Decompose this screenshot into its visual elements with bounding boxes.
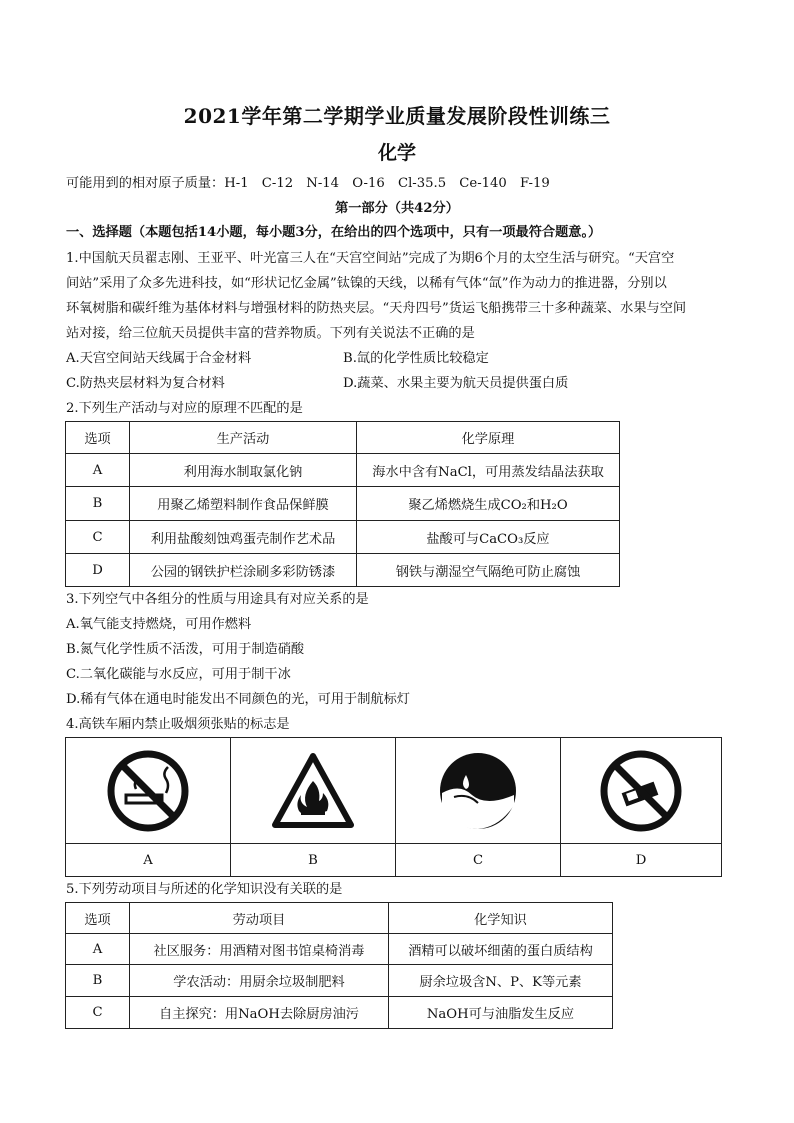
table-cell: NaOH可与油脂发生反应 [389,997,613,1029]
table-cell: C [66,997,130,1029]
sign-cell-b [231,738,396,844]
table-row [66,454,620,487]
table-header-cell: 选项 [66,903,130,934]
table-row [66,554,620,587]
table-cell: A [66,454,130,487]
table-cell: 钢铁与潮湿空气隔绝可防止腐蚀 [357,554,620,587]
q3-option-a: A.氧气能支持燃烧，可用作燃料 [66,617,252,632]
sign-cell-c [396,738,561,844]
table-cell: 聚乙烯燃烧生成CO₂和H₂O [357,487,620,521]
atomic-masses-values: H-1 C-12 N-14 O-16 Cl-35.5 Ce-140 F-19 [224,176,550,191]
table-header-cell: 生产活动 [130,422,357,454]
q1-line-2: 间站”采用了众多先进科技，如“形状记忆金属”钛镍的天线，以稀有气体“氙”作为动力的推进器，分别以 [66,276,667,291]
table-cell: 利用海水制取氯化钠 [130,454,357,487]
q4-stem: 4.高铁车厢内禁止吸烟须张贴的标志是 [66,717,290,732]
q1-option-c: C.防热夹层材料为复合材料 [66,376,225,391]
table-header-row [66,422,620,454]
part1-heading: 第一部分（共42分） [335,201,459,216]
q5-table [65,902,613,1029]
table-cell: 公园的钢铁护栏涂刷多彩防锈漆 [130,554,357,587]
sign-cell-d [561,738,722,844]
q3-option-c: C.二氧化碳能与水反应，可用于制干冰 [66,667,291,682]
q1-line-4: 站对接，给三位航天员提供丰富的营养物质。下列有关说法不正确的是 [66,326,475,341]
table-header-cell: 化学原理 [357,422,620,454]
table-cell: C [66,521,130,554]
table-cell: B [66,487,130,521]
table-cell: 海水中含有NaCl，可用蒸发结晶法获取 [357,454,620,487]
sign-label: C [396,844,561,877]
no-smoking-sign-icon [106,749,190,833]
signs-label-row [66,844,722,877]
no-fireworks-sign-icon [599,749,683,833]
table-header-row [66,903,613,934]
table-header-cell: 化学知识 [389,903,613,934]
q1-line-1: 1.中国航天员翟志刚、王亚平、叶光富三人在“天宫空间站”完成了为期6个月的太空生活与研究。“天宫空 [66,251,675,266]
q1-line-3: 环氧树脂和碳纤维为基体材料与增强材料的防热夹层。“天舟四号”货运飞船携带三十多种蔬菜、水果与空间 [66,301,687,316]
table-row [66,997,613,1029]
table-cell: 社区服务：用酒精对图书馆桌椅消毒 [130,934,389,965]
q5-stem: 5.下列劳动项目与所述的化学知识没有关联的是 [66,882,343,897]
table-row [66,934,613,965]
sign-cell-a [66,738,231,844]
table-cell: 自主探究：用NaOH去除厨房油污 [130,997,389,1029]
table-row [66,521,620,554]
sign-label: B [231,844,396,877]
table-cell: B [66,965,130,997]
q1-option-d: D.蔬菜、水果主要为航天员提供蛋白质 [343,376,569,391]
table-cell: 用聚乙烯塑料制作食品保鲜膜 [130,487,357,521]
signs-row [66,738,722,844]
section-heading: 一、选择题（本题包括14小题，每小题3分，在给出的四个选项中，只有一项最符合题意。） [66,225,602,240]
table-cell: 学农活动：用厨余垃圾制肥料 [130,965,389,997]
q1-option-a: A.天宫空间站天线属于合金材料 [66,351,252,366]
table-cell: D [66,554,130,587]
q1-option-b: B.氙的化学性质比较稳定 [343,351,489,366]
q3-stem: 3.下列空气中各组分的性质与用途具有对应关系的是 [66,592,369,607]
table-cell: 利用盐酸刻蚀鸡蛋壳制作艺术品 [130,521,357,554]
table-header-cell: 选项 [66,422,130,454]
sign-label: D [561,844,722,877]
atomic-masses-label: 可能用到的相对原子质量： [66,176,225,191]
flammable-warning-sign-icon [271,751,355,831]
table-cell: 厨余垃圾含N、P、K等元素 [389,965,613,997]
table-row [66,487,620,521]
q2-table [65,421,620,587]
sign-label: A [66,844,231,877]
table-row [66,965,613,997]
atomic-masses-line [66,172,550,196]
water-saving-sign-icon [436,749,520,833]
table-cell: A [66,934,130,965]
table-header-cell: 劳动项目 [130,903,389,934]
q4-signs-table [65,737,722,877]
q2-stem: 2.下列生产活动与对应的原理不匹配的是 [66,401,303,416]
subject-title: 化学 [377,142,416,164]
page-title: 2021学年第二学期学业质量发展阶段性训练三 [183,104,611,128]
table-cell: 盐酸可与CaCO₃反应 [357,521,620,554]
q3-option-d: D.稀有气体在通电时能发出不同颜色的光，可用于制航标灯 [66,692,410,707]
q3-option-b: B.氮气化学性质不活泼，可用于制造硝酸 [66,642,305,657]
table-cell: 酒精可以破坏细菌的蛋白质结构 [389,934,613,965]
